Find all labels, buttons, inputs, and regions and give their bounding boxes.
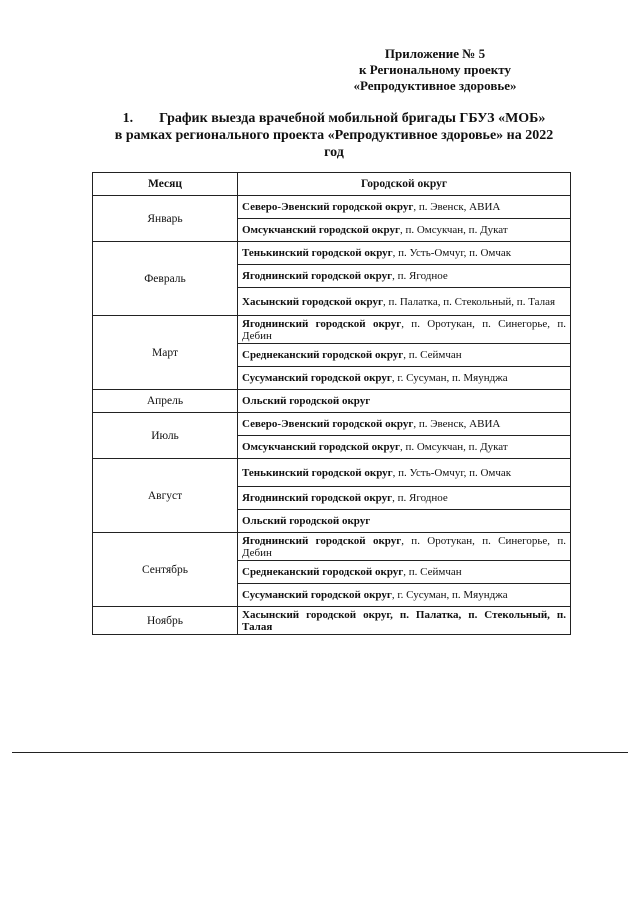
district-name: Омсукчанский городской округ bbox=[242, 441, 400, 453]
month-cell: Июль bbox=[93, 413, 238, 459]
district-name: Ольский городской округ bbox=[242, 395, 371, 407]
district-cell bbox=[238, 265, 571, 288]
schedule-table bbox=[92, 172, 571, 635]
district-name: Ягоднинский городской округ bbox=[242, 317, 402, 330]
settlements: , п. Оротукан, п. Синегорье, п. Дебин bbox=[242, 534, 566, 559]
district-name: Сусуманский городской округ bbox=[242, 589, 392, 601]
settlements: , п. Омсукчан, п. Дукат bbox=[399, 224, 508, 236]
district-cell bbox=[238, 510, 571, 533]
settlements: , п. Оротукан, п. Синегорье, п. Дебин bbox=[242, 317, 566, 342]
district-name: Среднеканский городской округ bbox=[242, 349, 404, 361]
district-name: Тенькинский городской округ bbox=[242, 247, 393, 259]
district-name: Ягоднинский городской округ bbox=[242, 270, 393, 282]
table-header-row bbox=[93, 173, 571, 196]
settlements: , п. Сеймчан bbox=[403, 566, 462, 578]
district-cell bbox=[238, 288, 571, 316]
district-cell bbox=[238, 413, 571, 436]
district-cell bbox=[238, 487, 571, 510]
district-cell bbox=[238, 533, 571, 561]
header-district: Городской округ bbox=[238, 173, 571, 196]
settlements: , п. Эвенск, АВИА bbox=[413, 201, 501, 213]
document-heading bbox=[92, 110, 576, 161]
table-row bbox=[93, 390, 571, 413]
table-row bbox=[93, 459, 571, 487]
table-row bbox=[93, 316, 571, 344]
table-row bbox=[93, 413, 571, 436]
district-cell bbox=[238, 436, 571, 459]
district-cell bbox=[238, 367, 571, 390]
district-name: Ольский городской округ bbox=[242, 515, 371, 527]
district-cell bbox=[238, 561, 571, 584]
settlements: , п. Палатка, п. Стекольный, п. Талая bbox=[382, 295, 556, 308]
district-name: Ягоднинский городской округ bbox=[242, 492, 393, 504]
district-name: Сусуманский городской округ bbox=[242, 372, 392, 384]
settlements: , п. Ягодное bbox=[392, 492, 448, 504]
heading-line-1: График выезда врачебной мобильной бригады ГБУЗ «МОБ» bbox=[159, 111, 546, 126]
schedule-body bbox=[93, 196, 571, 635]
settlements: , п. Сеймчан bbox=[403, 349, 462, 361]
footer-divider bbox=[12, 752, 628, 753]
month-cell: Январь bbox=[93, 196, 238, 242]
settlements: , г. Сусуман, п. Мяунджа bbox=[391, 589, 508, 601]
district-cell bbox=[238, 607, 571, 635]
settlements: , п. Омсукчан, п. Дукат bbox=[399, 441, 508, 453]
month-cell: Ноябрь bbox=[93, 607, 238, 635]
district-name: Омсукчанский городской округ bbox=[242, 224, 400, 236]
appendix-line-1: Приложение № 5 bbox=[384, 46, 486, 61]
month-cell: Сентябрь bbox=[93, 533, 238, 607]
heading-line-2: в рамках регионального проекта «Репродуктивное здоровье» на 2022 bbox=[114, 128, 554, 143]
settlements: , г. Сусуман, п. Мяунджа bbox=[391, 372, 508, 384]
district-name: Хасынский городской округ bbox=[242, 295, 383, 308]
settlements: , п. Ягодное bbox=[392, 270, 448, 282]
appendix-line-2: к Региональному проекту bbox=[359, 62, 511, 77]
appendix-line-3: «Репродуктивное здоровье» bbox=[353, 78, 517, 93]
header-month: Месяц bbox=[93, 173, 238, 196]
heading-line-3: год bbox=[324, 145, 344, 160]
table-row bbox=[93, 533, 571, 561]
district-cell bbox=[238, 344, 571, 367]
heading-number: 1. bbox=[122, 111, 134, 126]
appendix-note bbox=[330, 46, 540, 94]
district-cell bbox=[238, 390, 571, 413]
month-cell: Март bbox=[93, 316, 238, 390]
month-cell: Апрель bbox=[93, 390, 238, 413]
month-cell: Август bbox=[93, 459, 238, 533]
district-name: Среднеканский городской округ bbox=[242, 566, 404, 578]
district-cell bbox=[238, 316, 571, 344]
district-cell bbox=[238, 242, 571, 265]
month-cell: Февраль bbox=[93, 242, 238, 316]
district-cell bbox=[238, 584, 571, 607]
district-name: Ягоднинский городской округ bbox=[242, 534, 402, 547]
district-cell bbox=[238, 196, 571, 219]
settlements: , п. Усть-Омчуг, п. Омчак bbox=[392, 247, 512, 259]
district-cell bbox=[238, 219, 571, 242]
district-name: Северо-Эвенский городской округ bbox=[242, 418, 414, 430]
district-cell bbox=[238, 459, 571, 487]
table-row bbox=[93, 196, 571, 219]
district-name: Тенькинский городской округ bbox=[242, 466, 393, 479]
table-row bbox=[93, 607, 571, 635]
district-name: Северо-Эвенский городской округ bbox=[242, 201, 414, 213]
table-row bbox=[93, 242, 571, 265]
district-name: Хасынский городской округ, п. Палатка, п. Стекольный, п. Талая bbox=[242, 608, 566, 633]
settlements: , п. Эвенск, АВИА bbox=[413, 418, 501, 430]
settlements: , п. Усть-Омчуг, п. Омчак bbox=[392, 466, 512, 479]
